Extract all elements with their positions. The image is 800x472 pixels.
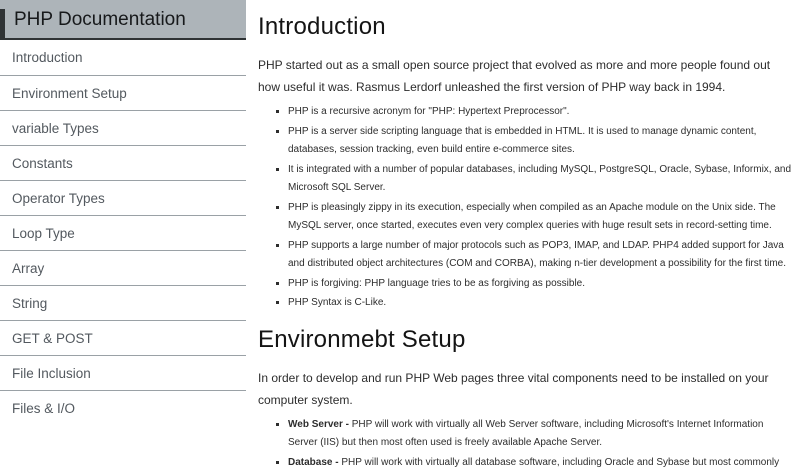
introduction-bullet-list bbox=[258, 102, 794, 313]
section-heading-environment-setup: Environmebt Setup bbox=[258, 325, 794, 355]
list-item-lead: Web Server - bbox=[288, 419, 349, 430]
sidebar bbox=[0, 0, 250, 450]
sidebar-nav bbox=[0, 40, 246, 425]
list-item: ▪ PHP supports a large number of major protocols such as POP3, IMAP, and LDAP. PHP4 added support for Java and distributed object architectures (COM and CORBA), making n-tier development a possibility for the first time. bbox=[288, 236, 794, 274]
section-introduction bbox=[258, 12, 794, 313]
environment-bullet-list bbox=[258, 415, 794, 472]
list-item-text: PHP will work with virtually all Web Server software, including Microsoft's Internet Information Server (IIS) but then most often used is freely available Apache Server. bbox=[288, 419, 763, 449]
main-content bbox=[250, 0, 800, 450]
section-heading-introduction: Introduction bbox=[258, 12, 794, 42]
list-item: ▪ It is integrated with a number of popular databases, including MySQL, PostgreSQL, Oracle, Sybase, Informix, and Microsoft SQL Server. bbox=[288, 160, 794, 198]
list-item: ▪ PHP is a server side scripting language that is embedded in HTML. It is used to manage dynamic content, databases, session tracking, even build entire e-commerce sites. bbox=[288, 122, 794, 160]
list-item: ▪ PHP is a recursive acronym for "PHP: Hypertext Preprocessor". bbox=[288, 102, 794, 122]
section-intro-paragraph: In order to develop and run PHP Web pages three vital components need to be installed on your computer system. bbox=[258, 367, 794, 411]
sidebar-item-string[interactable]: String bbox=[0, 285, 246, 320]
sidebar-item-introduction[interactable]: Introduction bbox=[0, 40, 246, 75]
list-item bbox=[288, 415, 794, 453]
list-item: ▪ PHP is forgiving: PHP language tries to be as forgiving as possible. bbox=[288, 274, 794, 294]
list-item: ▪ PHP is pleasingly zippy in its execution, especially when compiled as an Apache module on the Unix side. The MySQL server, once started, executes even very complex queries with huge result sets in record-setting time. bbox=[288, 198, 794, 236]
sidebar-item-loop-type[interactable]: Loop Type bbox=[0, 215, 246, 250]
sidebar-item-constants[interactable]: Constants bbox=[0, 145, 246, 180]
list-item-text: PHP will work with virtually all database software, including Oracle and Sybase but most commonly bbox=[341, 457, 779, 468]
sidebar-item-get-post[interactable]: GET & POST bbox=[0, 320, 246, 355]
sidebar-item-array[interactable]: Array bbox=[0, 250, 246, 285]
sidebar-item-variable-types[interactable]: variable Types bbox=[0, 110, 246, 145]
section-environment-setup bbox=[258, 325, 794, 472]
list-item: ▪ PHP Syntax is C-Like. bbox=[288, 293, 794, 313]
section-intro-paragraph: PHP started out as a small open source project that evolved as more and more people found out how useful it was. Rasmus Lerdorf unleashed the first version of PHP way back in 1994. bbox=[258, 54, 794, 98]
sidebar-title: PHP Documentation bbox=[0, 0, 246, 31]
list-item-lead: Database - bbox=[288, 457, 339, 468]
list-item bbox=[288, 453, 794, 472]
sidebar-item-operator-types[interactable]: Operator Types bbox=[0, 180, 246, 215]
sidebar-header bbox=[0, 0, 246, 40]
sidebar-item-file-inclusion[interactable]: File Inclusion bbox=[0, 355, 246, 390]
sidebar-item-environment-setup[interactable]: Environment Setup bbox=[0, 75, 246, 110]
sidebar-item-files-io[interactable]: Files & I/O bbox=[0, 390, 246, 425]
